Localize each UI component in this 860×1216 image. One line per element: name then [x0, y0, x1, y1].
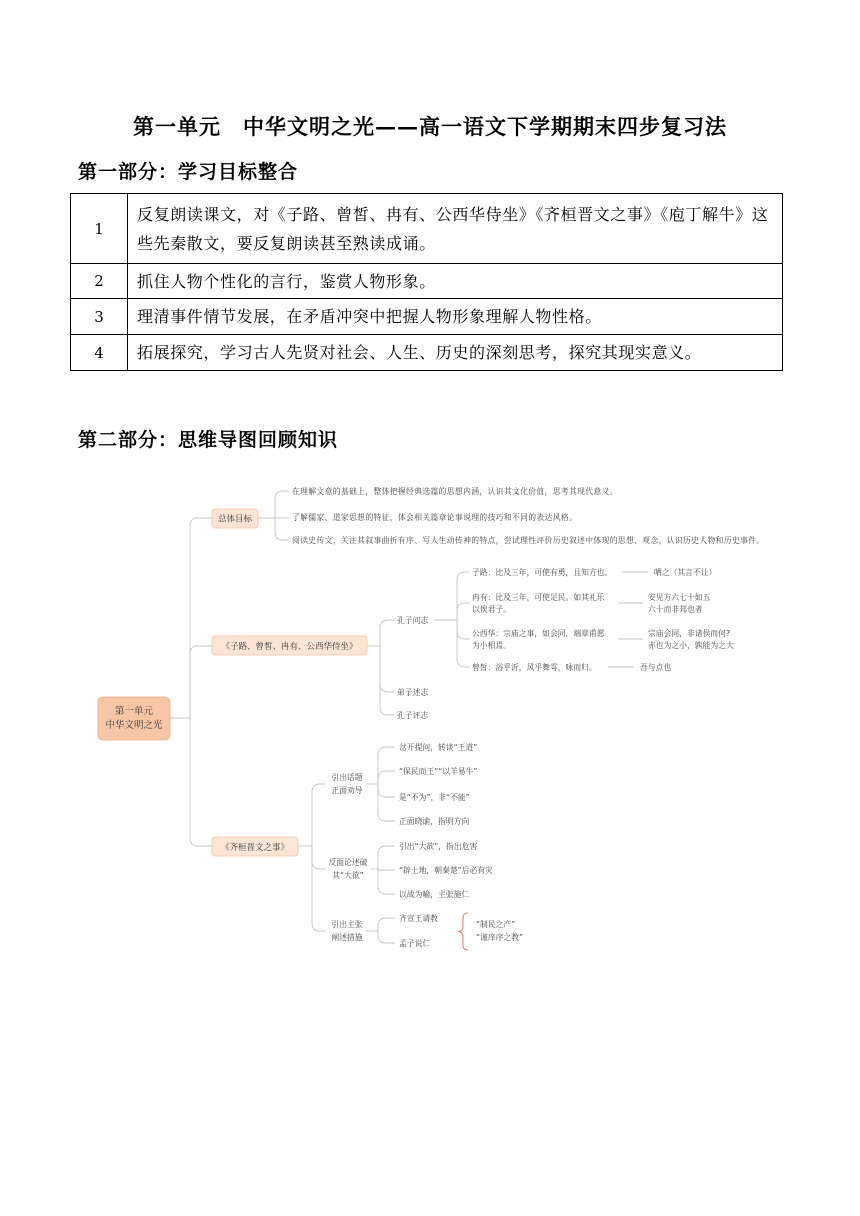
group-item: 以战为喻，主张施仁 — [399, 890, 470, 899]
subtopic-label: 弟子述志 — [397, 688, 429, 697]
answer-text: 以俟君子。 — [472, 605, 511, 614]
connector-line — [378, 771, 395, 784]
measure-item: “谨庠序之教” — [476, 933, 524, 942]
connector-line — [457, 620, 469, 667]
row-number: 1 — [71, 194, 128, 264]
answer-note: 六十而非邦也者 — [648, 605, 703, 614]
goal-item: 了解儒家、道家思想的特征，体会相关篇章论事说理的技巧和不同的表达风格。 — [292, 513, 578, 522]
root-title-line2: 中华文明之光 — [105, 720, 163, 731]
goals-label: 总体目标 — [217, 514, 253, 525]
group-label: 正面劝导 — [331, 786, 363, 795]
row-number: 2 — [71, 264, 128, 299]
learning-goals-table — [70, 193, 783, 371]
connector-line — [190, 718, 212, 846]
group-item: 引出“大欲”，指出危害 — [399, 842, 478, 851]
table-row — [71, 335, 783, 371]
answer-note: 吾与点也 — [640, 663, 672, 672]
connector-line — [380, 620, 394, 646]
table-row — [71, 194, 783, 264]
group-label: 引出主张 — [331, 920, 363, 929]
connector-line — [275, 518, 289, 540]
answer-text: 曾皙：浴乎沂，风乎舞雩，咏而归。 — [472, 663, 597, 672]
group-label: 其“大欲” — [332, 871, 364, 880]
answer-text: 冉有：比及三年，可使足民。如其礼乐 — [472, 593, 605, 602]
connector-line — [378, 918, 395, 931]
answer-text: 子路：比及三年，可使有勇，且知方也。 — [472, 568, 613, 577]
root-node — [98, 697, 170, 740]
connector-line — [378, 747, 395, 784]
connector-line — [378, 846, 395, 869]
connector-line — [378, 784, 395, 797]
table-row — [71, 264, 783, 299]
group-label: 阐述措施 — [331, 933, 363, 942]
table-row — [71, 299, 783, 335]
group-item: 是“不为”，非“不能” — [399, 793, 470, 802]
connector-line — [380, 646, 394, 715]
brace-connector — [458, 913, 468, 950]
row-number: 3 — [71, 299, 128, 335]
connector-line — [378, 931, 395, 943]
connector-line — [312, 846, 325, 931]
ask-label: 孔子问志 — [397, 616, 429, 625]
goal-item: 在理解文意的基础上，整体把握经典选篇的思想内涵，认识其文化价值，思考其现代意义。 — [292, 487, 618, 496]
group-item: 孟子说仁 — [399, 939, 431, 948]
group-label: 反面论述破 — [328, 858, 368, 867]
group-label: 引出话题 — [331, 773, 363, 782]
row-text: 理清事件情节发展，在矛盾冲突中把握人物形象理解人物性格。 — [128, 299, 783, 335]
row-text: 反复朗读课文，对《子路、曾皙、冉有、公西华侍坐》《齐桓晋文之事》《庖丁解牛》这些先秦散文，要反复朗读甚至熟读成诵。 — [128, 194, 783, 264]
answer-note: 宗庙会同，非诸侯而何? — [648, 629, 731, 638]
connector-line — [190, 518, 212, 718]
row-text: 拓展探究，学习古人先贤对社会、人生、历史的深刻思考，探究其现实意义。 — [128, 335, 783, 371]
connector-line — [457, 603, 469, 620]
measure-item: “制民之产” — [476, 920, 516, 929]
answer-text: 公西华：宗庙之事，如会同，端章甫愿 — [472, 629, 605, 638]
group-item: “辟土地，朝秦楚”后必有灾 — [399, 866, 493, 875]
connector-line — [312, 846, 325, 869]
connector-line — [312, 784, 325, 846]
row-text: 抓住人物个性化的言行，鉴赏人物形象。 — [128, 264, 783, 299]
qihuan-label: 《齐桓晋文之事》 — [220, 843, 290, 853]
group-item: 齐宣王请教 — [399, 914, 438, 923]
shizuo-label: 《子路、曾皙、冉有、公西华侍坐》 — [221, 642, 358, 652]
connector-line — [378, 784, 395, 821]
connector-line — [275, 491, 289, 518]
page-title: 第一单元 中华文明之光——高一语文下学期期末四步复习法 — [133, 114, 727, 139]
answer-note: 安见方六七十如五 — [648, 593, 711, 602]
root-title-line1: 第一单元 — [114, 706, 154, 717]
connector-line — [457, 572, 469, 620]
connector-line — [457, 620, 469, 639]
connector-line — [378, 869, 395, 870]
answer-text: 为小相焉。 — [472, 641, 511, 650]
group-item: “保民而王”“以羊易牛” — [399, 767, 478, 776]
group-item: 岔开提问，转谈“王道” — [399, 743, 478, 752]
connector-line — [378, 869, 395, 894]
mind-map — [90, 480, 780, 960]
group-item: 正面晓谕，指明方向 — [399, 817, 470, 826]
answer-note: 哂之（其言不让） — [654, 568, 717, 577]
section2-heading: 第二部分：思维导图回顾知识 — [78, 429, 339, 451]
row-number: 4 — [71, 335, 128, 371]
connector-line — [380, 646, 394, 692]
section1-heading: 第一部分：学习目标整合 — [78, 161, 299, 183]
connector-line — [190, 646, 212, 718]
answer-note: 赤也为之小，孰能为之大 — [648, 641, 734, 650]
goal-item: 阅读史传文，关注其叙事曲折有序、写人生动传神的特点，尝试理性评价历史叙述中体现的思想、观念，认识历史人物和历史事件。 — [292, 536, 765, 545]
subtopic-label: 孔子评志 — [397, 711, 429, 720]
